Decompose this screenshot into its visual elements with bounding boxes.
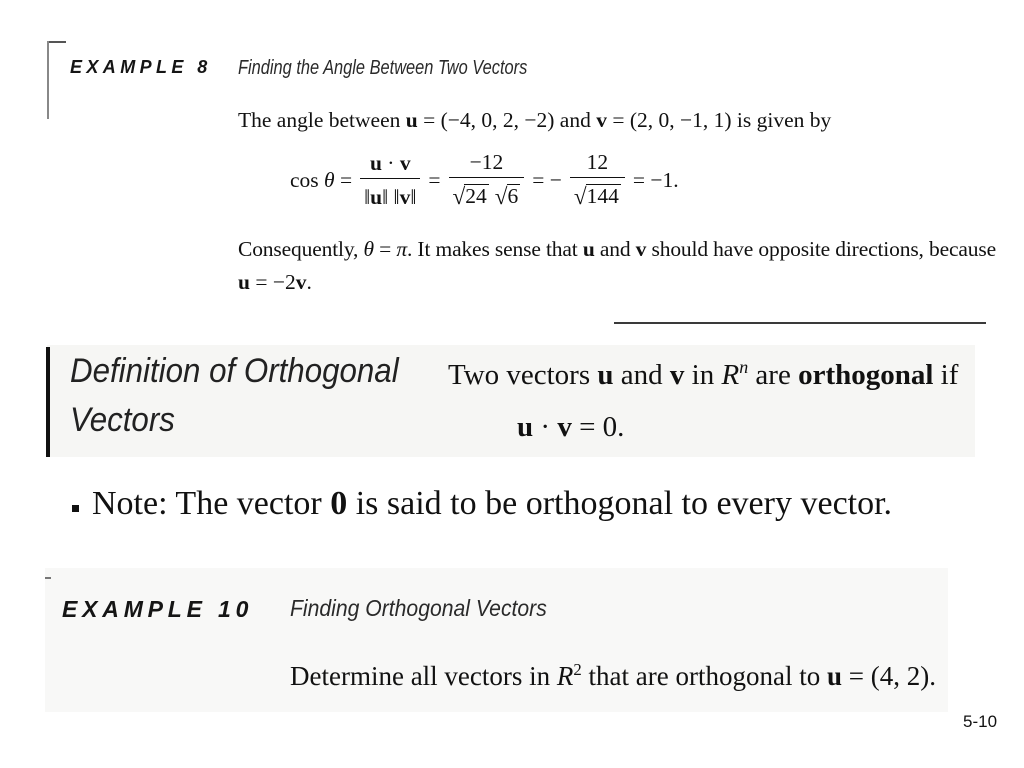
equals-minus-sign: = − xyxy=(532,167,562,192)
radical-sign: √ xyxy=(494,184,508,210)
dot-operator: · xyxy=(533,411,558,443)
conclusion-text: = xyxy=(373,237,397,261)
conclusion-text: and xyxy=(594,237,636,261)
square-root-144 xyxy=(574,182,621,211)
vector-v: v xyxy=(295,270,307,294)
intro-text: = (−4, 0, 2, −2) and xyxy=(417,108,597,132)
example10-corner-mark xyxy=(45,577,51,579)
cosine-angle-equation xyxy=(290,150,679,211)
statement-text: if xyxy=(933,359,959,391)
definition-heading-line1: Definition of Orthogonal xyxy=(70,352,399,390)
pi-symbol: π xyxy=(396,237,407,261)
space-symbol-r: R xyxy=(721,359,740,391)
orthogonality-formula xyxy=(517,413,624,442)
example10-question xyxy=(290,659,936,691)
vector-v: v xyxy=(596,108,607,132)
statement-text: are xyxy=(748,359,799,391)
statement-text: and xyxy=(613,359,670,391)
equation-lhs xyxy=(290,167,353,192)
example10-label: EXAMPLE 10 xyxy=(62,596,254,622)
conclusion-text: should have opposite directions, because xyxy=(646,237,996,261)
theta-symbol: θ xyxy=(324,167,335,192)
example8-corner-mark-vertical xyxy=(47,41,49,119)
superscript-n: n xyxy=(739,357,749,378)
vector-u: u xyxy=(370,184,383,209)
intro-text: The angle between xyxy=(238,108,406,132)
vector-u: u xyxy=(582,237,595,261)
cos-text: cos xyxy=(290,167,325,192)
vector-components: (4, 2). xyxy=(870,661,936,691)
fraction-numerator xyxy=(360,151,420,179)
statement-text: in xyxy=(684,359,722,391)
note-segment: Note: The vector xyxy=(92,485,331,522)
theta-symbol: θ xyxy=(363,237,374,261)
fraction-denominator xyxy=(570,178,625,211)
conclusion-text: . xyxy=(306,270,312,294)
note-text xyxy=(92,487,892,521)
example8-conclusion-line1 xyxy=(238,239,996,261)
conclusion-text: . It makes sense that xyxy=(406,237,583,261)
dot-product-over-norms-fraction xyxy=(360,151,420,211)
fraction-denominator xyxy=(449,178,525,211)
square-root-6 xyxy=(495,182,521,211)
definition-heading-line2: Vectors xyxy=(70,401,175,439)
square-root-24 xyxy=(453,182,489,211)
example8-intro-sentence xyxy=(238,110,831,132)
conclusion-text: Consequently, xyxy=(238,237,364,261)
question-text: Determine all vectors in xyxy=(290,661,557,691)
definition-statement xyxy=(448,357,959,391)
superscript-2: 2 xyxy=(573,659,582,679)
norm-bar: ‖ xyxy=(410,184,417,209)
norm-bar: ‖ xyxy=(364,184,371,209)
fraction-denominator xyxy=(360,179,420,211)
radicand: 144 xyxy=(586,184,619,208)
example10-title: Finding Orthogonal Vectors xyxy=(290,595,547,621)
statement-text: Two vectors xyxy=(448,359,598,391)
radical-sign: √ xyxy=(573,184,587,210)
vector-v: v xyxy=(669,359,685,391)
definition-left-bar xyxy=(46,347,50,457)
fraction-numerator: −12 xyxy=(449,150,525,178)
question-text: that are orthogonal to xyxy=(581,661,827,691)
example8-conclusion-line2 xyxy=(238,272,312,294)
vector-v: v xyxy=(399,150,411,175)
bullet-square-icon xyxy=(72,505,79,512)
intro-text: = (2, 0, −1, 1) is given by xyxy=(606,108,832,132)
equals-zero: = 0. xyxy=(571,411,625,443)
section-divider-line xyxy=(614,322,986,324)
page-number: 5-10 xyxy=(963,712,998,731)
equals-sign: = xyxy=(428,167,441,192)
term-orthogonal: orthogonal xyxy=(798,359,934,391)
vector-v: v xyxy=(635,237,647,261)
radicand: 6 xyxy=(507,184,519,208)
radical-sign: √ xyxy=(452,184,466,210)
question-text: = xyxy=(842,661,871,691)
radicand: 24 xyxy=(465,184,487,208)
example8-corner-mark xyxy=(47,41,66,43)
vector-u: u xyxy=(597,359,614,391)
norm-bar: ‖ ‖ xyxy=(382,184,400,209)
example8-title: Finding the Angle Between Two Vectors xyxy=(238,57,528,79)
vector-u: u xyxy=(517,411,534,443)
example8-label: EXAMPLE 8 xyxy=(70,57,212,77)
vector-u: u xyxy=(826,661,842,691)
space-symbol-r: R xyxy=(556,661,574,691)
vector-u: u xyxy=(405,108,418,132)
vector-v: v xyxy=(399,184,411,209)
zero-vector: 0 xyxy=(330,485,348,522)
vector-v: v xyxy=(557,411,572,443)
fraction-numerator: 12 xyxy=(570,150,625,178)
note-segment: is said to be orthogonal to every vector. xyxy=(347,485,893,522)
vector-u: u xyxy=(238,270,250,294)
equals-sign: = xyxy=(334,167,353,192)
vector-u: u xyxy=(369,150,382,175)
minus-twelve-over-roots-fraction xyxy=(449,150,525,211)
equation-result: = −1. xyxy=(632,167,679,192)
conclusion-text: = −2 xyxy=(249,270,296,294)
dot-operator: · xyxy=(381,150,400,175)
twelve-over-root-144-fraction xyxy=(570,150,625,211)
